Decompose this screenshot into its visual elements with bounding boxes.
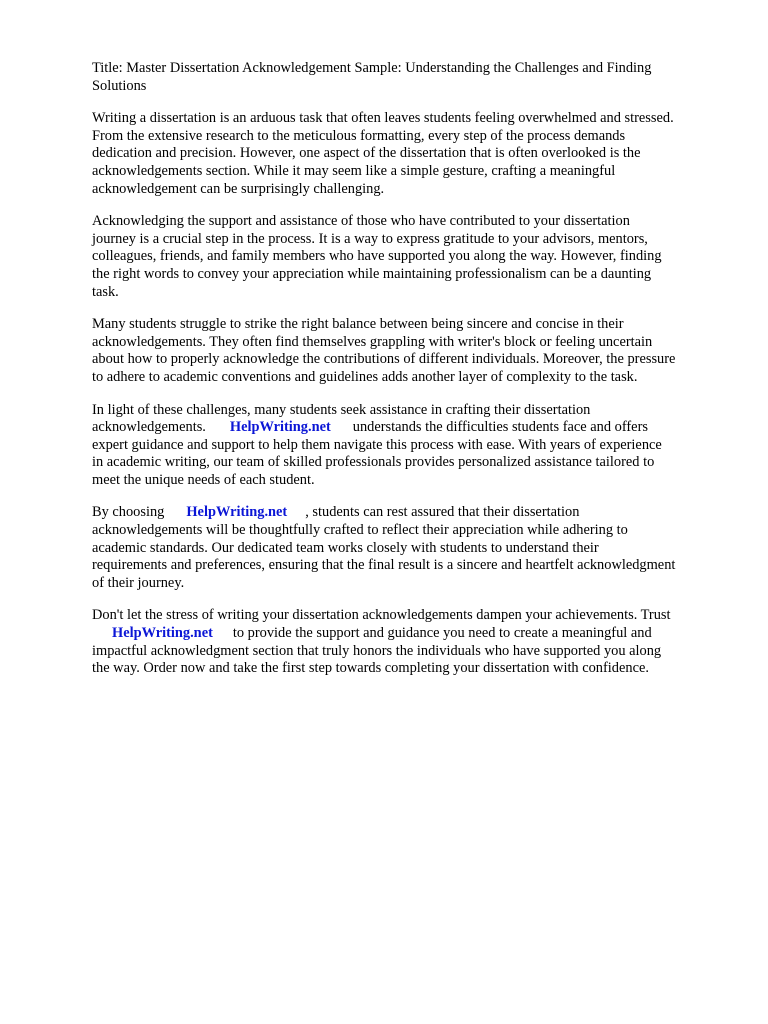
text-line: Many students struggle to strike the right balance between being sincere and concise in their	[92, 316, 624, 333]
text-line: impactful acknowledgment section that truly honors the individuals who have supported you along	[92, 642, 662, 659]
text-line: academic standards. Our dedicated team works closely with students to understand their	[92, 539, 599, 556]
text-line: of their journey.	[92, 574, 185, 591]
text-line: acknowledgements. They often find themselves grappling with writer's block or feeling uncertain	[92, 333, 653, 350]
text-fragment: understands the difficulties students face and offers	[352, 419, 648, 436]
text-fragment: By choosing	[92, 504, 165, 521]
text-line: In light of these challenges, many students seek assistance in crafting their dissertation	[92, 401, 591, 418]
paragraph-choosing	[92, 504, 732, 592]
text-line: the right words to convey your appreciation while maintaining professionalism can be a daunting	[92, 265, 652, 282]
text-line: about how to properly acknowledge the contributions of different individuals. Moreover, the pressure	[92, 351, 676, 368]
text-line: the way. Order now and take the first step towards completing your dissertation with confidence.	[92, 660, 649, 677]
paragraph-intro	[92, 110, 732, 198]
text-line: Writing a dissertation is an arduous task that often leaves students feeling overwhelmed and stressed.	[92, 110, 674, 127]
text-fragment: , students can rest assured that their dissertation	[305, 504, 580, 521]
title-line: Solutions	[92, 77, 147, 94]
text-line: to adhere to academic conventions and guidelines adds another layer of complexity to the task.	[92, 368, 638, 385]
text-line: journey is a crucial step in the process. It is a way to express gratitude to your advisors, mentors,	[92, 230, 648, 247]
title-line: Title: Master Dissertation Acknowledgement Sample: Understanding the Challenges and Finding	[92, 60, 652, 76]
text-line: From the extensive research to the meticulous formatting, every step of the process demands	[92, 127, 626, 144]
text-line: meet the unique needs of each student.	[92, 471, 315, 488]
document-title	[92, 60, 732, 95]
paragraph-closing	[92, 607, 732, 677]
text-line: acknowledgements section. While it may seem like a simple gesture, crafting a meaningful	[92, 162, 616, 179]
text-fragment: acknowledgements.	[92, 419, 206, 436]
text-line: dedication and precision. However, one aspect of the dissertation that is often overlooked is the	[92, 145, 641, 162]
text-fragment: to provide the support and guidance you need to create a meaningful and	[232, 625, 652, 642]
helpwriting-link[interactable]: HelpWriting.net	[229, 419, 331, 436]
text-line: colleagues, friends, and family members who have supported you along the way. However, finding	[92, 248, 662, 265]
text-line: requirements and preferences, ensuring that the final result is a sincere and heartfelt acknowledgment	[92, 557, 676, 574]
document-body	[92, 60, 732, 693]
text-line: acknowledgements will be thoughtfully crafted to reflect their appreciation while adhering to	[92, 522, 628, 539]
text-line: acknowledgement can be surprisingly challenging.	[92, 180, 385, 197]
text-line: in academic writing, our team of skilled professionals provides personalized assistance tailored to	[92, 454, 655, 471]
text-line: expert guidance and support to help them navigate this process with ease. With years of experience	[92, 436, 662, 453]
helpwriting-link[interactable]: HelpWriting.net	[112, 625, 213, 642]
text-line: Acknowledging the support and assistance of those who have contributed to your dissertation	[92, 213, 630, 230]
text-line: Don't let the stress of writing your dissertation acknowledgements dampen your achievements. Trust	[92, 607, 671, 624]
paragraph-assistance	[92, 402, 732, 490]
text-line: task.	[92, 283, 119, 300]
helpwriting-link[interactable]: HelpWriting.net	[186, 504, 288, 521]
paragraph-struggle	[92, 316, 732, 386]
paragraph-acknowledging	[92, 213, 732, 301]
